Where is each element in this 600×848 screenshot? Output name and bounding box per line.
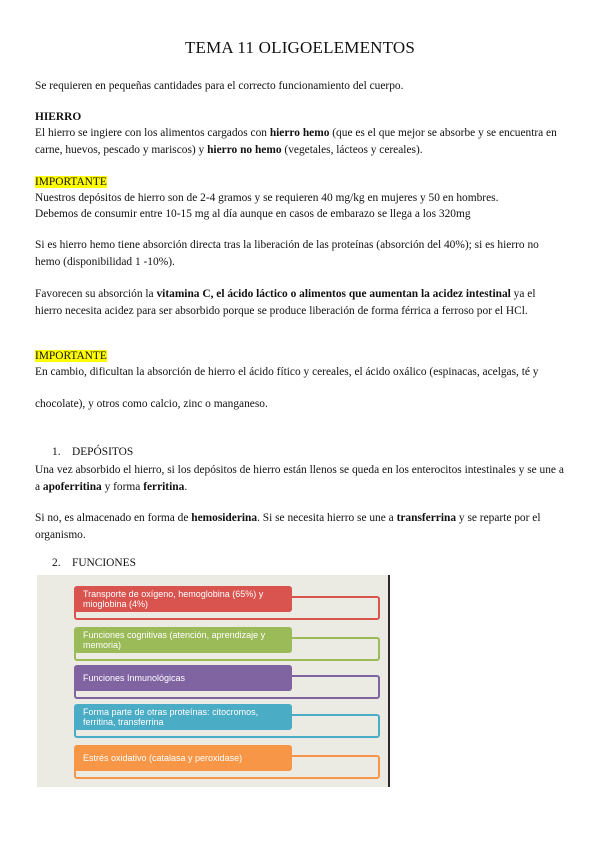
importante-line-1b: Debemos de consumir entre 10-15 mg al día aunque en casos de embarazo se llega a los 320mg xyxy=(35,208,471,220)
importante-line-1a: Nuestros depósitos de hierro son de 2-4 gramos y se requieren 40 mg/kg en mujeres y 50 en hombres. xyxy=(35,192,499,204)
importante-label-1: IMPORTANTE xyxy=(35,176,107,188)
funciones-heading: 2. FUNCIONES xyxy=(52,557,136,569)
intro-paragraph: Se requieren en pequeñas cantidades para el correcto funcionamiento del cuerpo. xyxy=(35,80,404,92)
hierro-paragraph: El hierro se ingiere con los alimentos cargados con hierro hemo (que es el que mejor se absorbe y se encuentra en carne, huevos, pescado y mariscos) y hierro no hemo (vegetales, lácteos y cereales). xyxy=(35,127,557,156)
depositos-paragraph-1: Una vez absorbido el hierro, si los depósitos de hierro están llenos se queda en los enterocitos intestinales y se une a a apoferritina y forma ferritina. xyxy=(35,464,564,493)
hierro-heading: HIERRO xyxy=(35,111,82,123)
funcion-box: Funciones cognitivas (atención, aprendizaje y memoria) xyxy=(74,627,292,653)
depositos-heading: 1. DEPÓSITOS xyxy=(52,446,134,458)
funcion-box: Funciones Inmunológicas xyxy=(74,665,292,691)
importante-line-2b: chocolate), y otros como calcio, zinc o manganeso. xyxy=(35,398,268,410)
importante-label-2: IMPORTANTE xyxy=(35,350,107,362)
funciones-diagram xyxy=(37,575,390,787)
funcion-box: Estrés oxidativo (catalasa y peroxidase) xyxy=(74,745,292,771)
page-title: TEMA 11 OLIGOELEMENTOS xyxy=(184,38,416,57)
importante-line-2a: En cambio, dificultan la absorción de hierro el ácido fítico y cereales, el ácido oxálico (espinacas, acelgas, té y xyxy=(35,366,539,378)
funcion-box: Transporte de oxígeno, hemoglobina (65%) y mioglobina (4%) xyxy=(74,586,292,612)
absorcion-paragraph: Si es hierro hemo tiene absorción directa tras la liberación de las proteínas (absorción del 40%); si es hierro no hemo (disponibilidad 1 -10%). xyxy=(35,239,539,268)
depositos-paragraph-2: Si no, es almacenado en forma de hemosiderina. Si se necesita hierro se une a transferrina y se reparte por el organismo. xyxy=(35,512,541,541)
favorecen-paragraph: Favorecen su absorción la vitamina C, el ácido láctico o alimentos que aumentan la acidez intestinal ya el hierro necesita acidez para ser absorbido porque se produce liberación de forma férrica a ferroso por el HCl. xyxy=(35,288,536,317)
funcion-box: Forma parte de otras proteínas: citocromos, ferritina, transferrina xyxy=(74,704,292,730)
diagram-border-line xyxy=(388,575,390,787)
